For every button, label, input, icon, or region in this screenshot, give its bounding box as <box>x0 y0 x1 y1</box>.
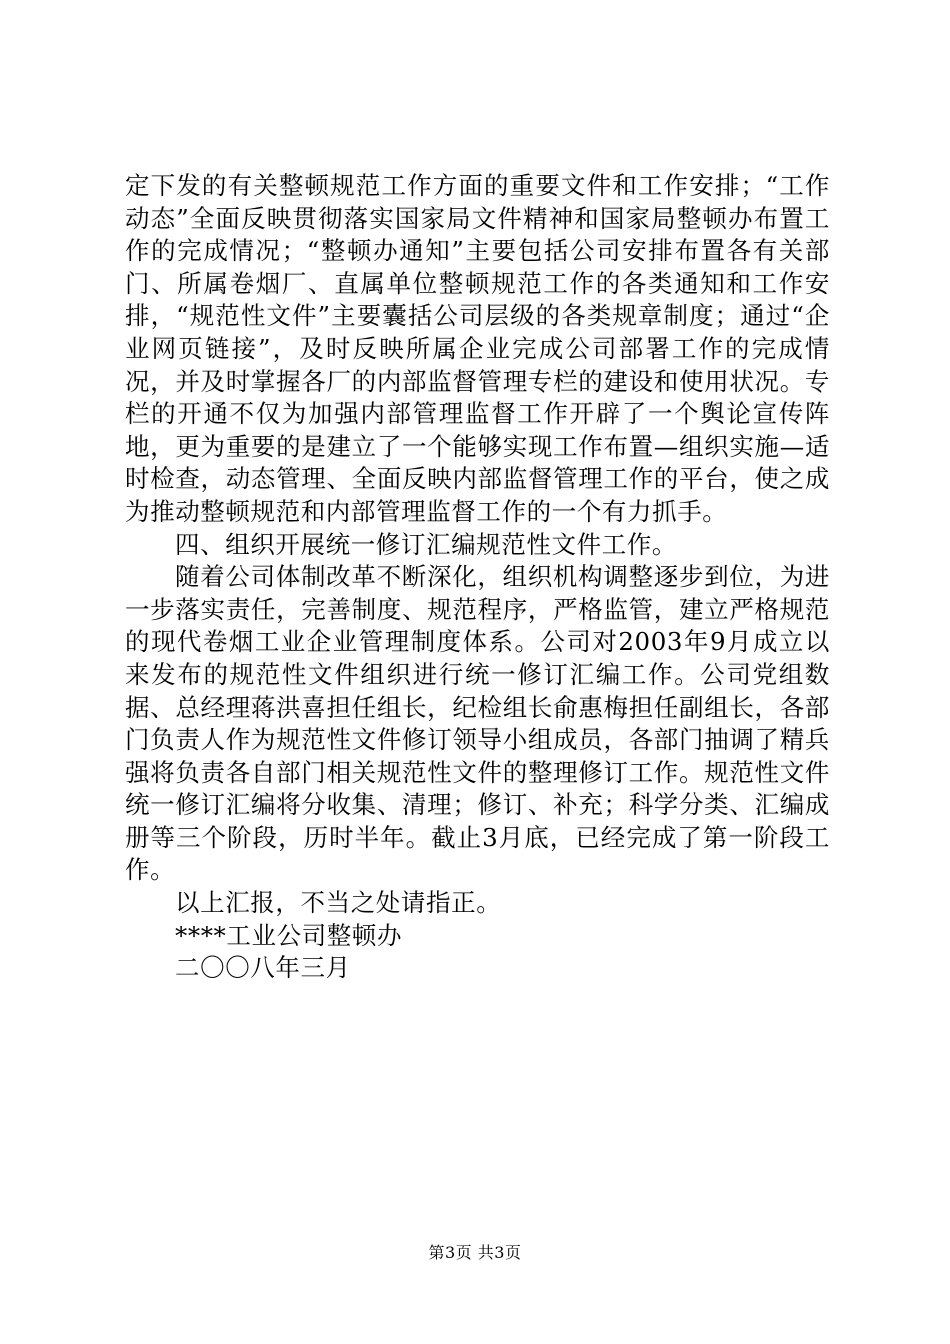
section-heading-four: 四、组织开展统一修订汇编规范性文件工作。 <box>175 529 677 559</box>
paragraph-continuation: 定下发的有关整顿规范工作方面的重要文件和工作安排；“工作动态”全面反映贯彻落实国家局文件精神和国家局整顿办布置工作的完成情况；“整顿办通知”主要包括公司安排布置各有关部门、所属卷烟厂、直属单位整顿规范工作的各类通知和工作安排，“规范性文件”主要囊括公司层级的各类规章制度；通过“企业网页链接”，及时反映所属企业完成公司部署工作的完成情况，并及时掌握各厂的内部监督管理专栏的建设和使用状况。专栏的开通不仅为加强内部管理监督工作开辟了一个舆论宣传阵地，更为重要的是建立了一个能够实现工作布置—组织实施—适时检查，动态管理、全面反映内部监督管理工作的平台，使之成为推动整顿规范和内部管理监督工作的一个有力抓手。 <box>125 171 831 526</box>
page-footer <box>0 1243 950 1263</box>
document-body <box>125 170 830 985</box>
paragraph-revision-work: 随着公司体制改革不断深化，组织机构调整逐步到位，为进一步落实责任，完善制度、规范程序，严格监管，建立严格规范的现代卷烟工业企业管理制度体系。公司对2003年9月成立以来发布的规范性文件组织进行统一修订汇编工作。公司党组数据、总经理蒋洪喜担任组长，纪检组长俞惠梅担任副组长，各部门负责人作为规范性文件修订领导小组成员，各部门抽调了精兵强将负责各自部门相关规范性文件的整理修订工作。规范性文件统一修订汇编将分收集、清理；修订、补充；科学分类、汇编成册等三个阶段，历时半年。截止3月底，已经完成了第一阶段工作。 <box>125 562 830 885</box>
page-number: 第3页 共3页 <box>428 1243 522 1262</box>
signature-date: 二〇〇八年三月 <box>175 953 351 983</box>
signature-organization: ****工业公司整顿办 <box>175 920 403 950</box>
closing-remark: 以上汇报，不当之处请指正。 <box>175 888 502 918</box>
